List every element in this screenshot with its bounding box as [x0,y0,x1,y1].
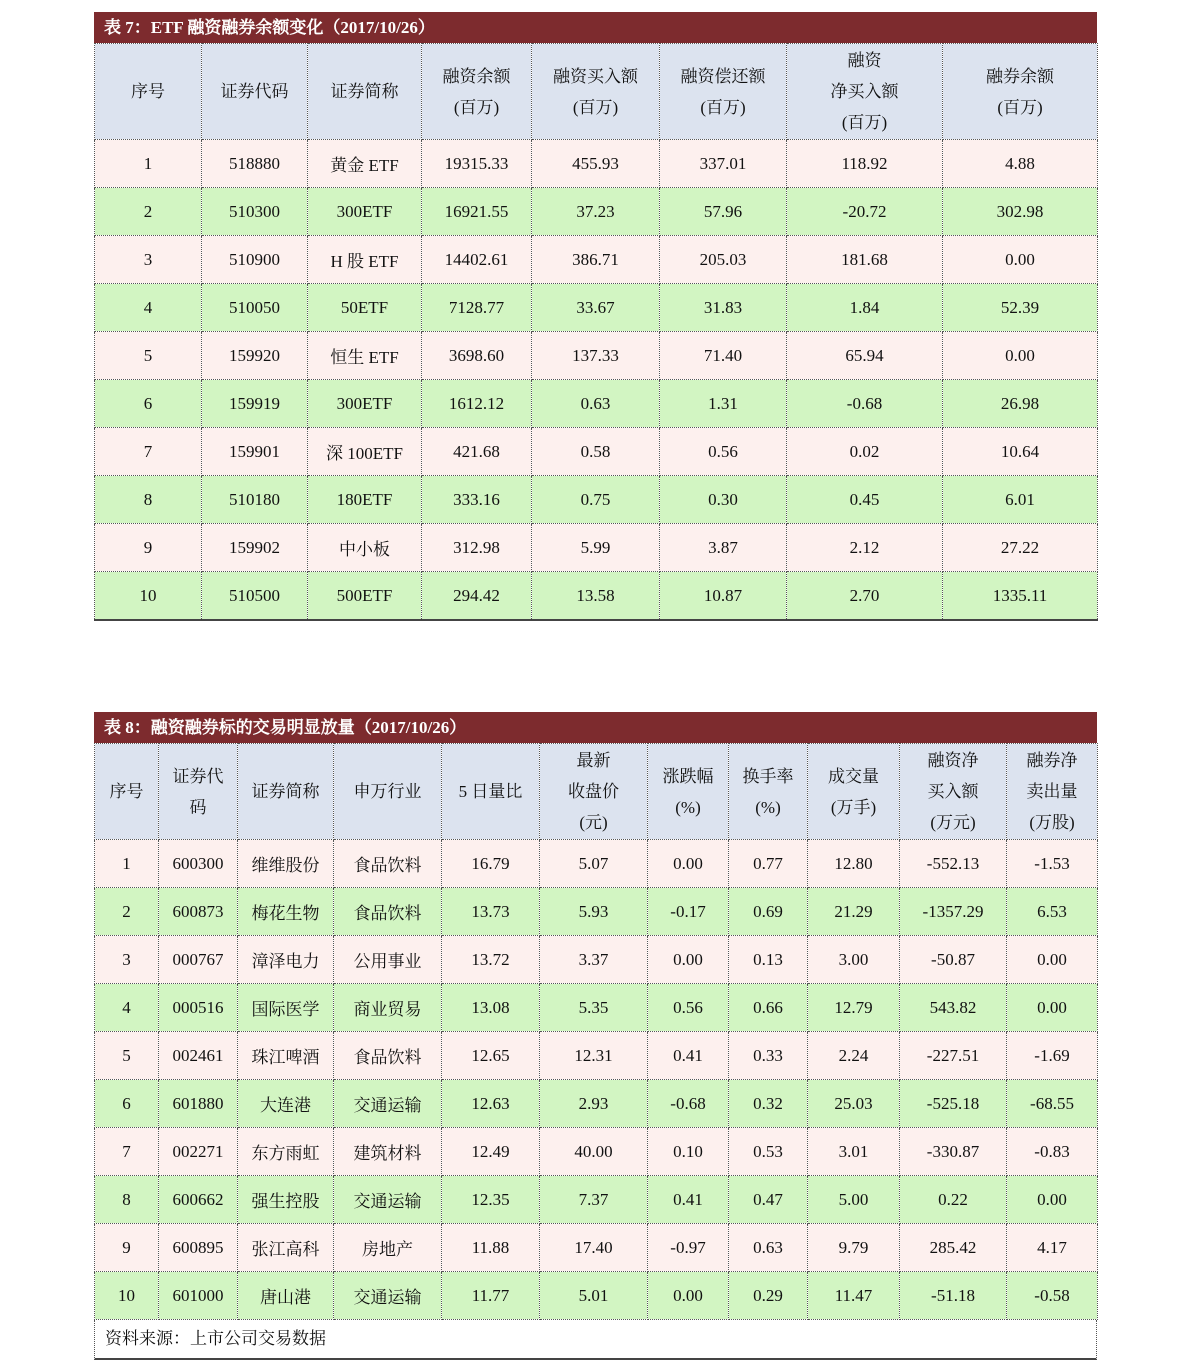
table-7-header-text: 融资 [847,51,882,70]
table-8-cell: 6.53 [1007,888,1098,936]
table-8-cell: -1.69 [1007,1032,1098,1080]
table-8-cell: 8 [95,1176,159,1224]
table-7-header-text: 证券简称 [330,82,399,101]
table-8-cell: 9 [95,1224,159,1272]
table-7-cell: 0.56 [660,428,787,476]
table-7-grid [94,43,1098,621]
table-8-cell: 12.80 [808,840,900,888]
table-8-cell: 7.37 [540,1176,648,1224]
table-8-header-text: 证券代 [172,766,224,786]
table-8-cell: 6 [95,1080,159,1128]
table-8 [94,712,1097,1360]
table-7-cell: H 股 ETF [308,236,422,284]
table-7 [94,12,1097,621]
table-7-row [95,188,1098,236]
table-8-cell: 0.69 [729,888,808,936]
table-7-row [95,236,1098,284]
table-7-cell: 1335.11 [943,572,1098,621]
table-8-cell: 3.00 [808,936,900,984]
table-7-cell: 8 [95,476,202,524]
table-8-cell: -68.55 [1007,1080,1098,1128]
table-7-header-cell [787,44,943,140]
table-8-header-text: 买入额 [927,782,979,801]
table-8-cell: 600873 [159,888,238,936]
table-8-header-text: 融券净 [1026,751,1078,770]
table-8-cell: 5 [95,1032,159,1080]
table-8-header-cell [238,744,334,840]
table-8-cell: 5.01 [540,1272,648,1320]
table-7-cell: 26.98 [943,380,1098,428]
table-8-header-text: (元) [579,813,608,832]
table-8-title: 表 8：融资融券标的交易明显放量（2017/10/26） [94,712,1097,743]
table-8-cell: 交通运输 [334,1080,442,1128]
table-7-header-text: 融券余额 [986,66,1054,86]
table-7-cell: 2 [95,188,202,236]
table-8-cell: 11.77 [442,1272,540,1320]
table-8-cell: 0.22 [900,1176,1007,1224]
table-7-cell: 71.40 [660,332,787,380]
table-7-cell: 5.99 [532,524,660,572]
table-8-row [95,1128,1098,1176]
table-7-cell: 300ETF [308,380,422,428]
table-8-cell: 4.17 [1007,1224,1098,1272]
table-8-cell: 0.32 [729,1080,808,1128]
table-8-cell: 16.79 [442,840,540,888]
table-7-cell: 52.39 [943,284,1098,332]
table-8-cell: 0.53 [729,1128,808,1176]
table-7-cell: 500ETF [308,572,422,621]
table-7-cell: 312.98 [422,524,532,572]
table-8-row [95,1176,1098,1224]
table-7-row [95,428,1098,476]
table-7-header-cell [943,44,1098,140]
table-8-header-cell [808,744,900,840]
table-7-cell: 7128.77 [422,284,532,332]
table-7-cell: 0.75 [532,476,660,524]
table-8-cell: 0.00 [1007,936,1098,984]
table-8-cell: 002461 [159,1032,238,1080]
table-8-cell: 东方雨虹 [238,1128,334,1176]
table-8-header-text: 申万行业 [353,782,422,801]
table-8-cell: 梅花生物 [238,888,334,936]
table-8-header-text: 融资净 [927,751,979,770]
table-8-cell: -330.87 [900,1128,1007,1176]
table-7-header-cell [422,44,532,140]
table-7-cell: 3698.60 [422,332,532,380]
table-8-header-cell [334,744,442,840]
table-8-cell: 0.41 [648,1176,729,1224]
table-8-cell: 0.63 [729,1224,808,1272]
table-7-cell: 19315.33 [422,140,532,188]
table-8-cell: -50.87 [900,936,1007,984]
table-7-header-text: 净买入额 [830,82,899,101]
table-8-header-text: 成交量 [828,766,879,786]
table-7-cell: 300ETF [308,188,422,236]
table-8-cell: 5.00 [808,1176,900,1224]
table-8-cell: 0.00 [1007,984,1098,1032]
table-7-cell: 0.02 [787,428,943,476]
table-7-cell: 14402.61 [422,236,532,284]
table-7-cell: 31.83 [660,284,787,332]
table-8-cell: 12.31 [540,1032,648,1080]
table-8-cell: 601880 [159,1080,238,1128]
table-8-cell: 600895 [159,1224,238,1272]
table-8-header-cell [540,744,648,840]
table-7-cell: 恒生 ETF [308,332,422,380]
table-8-cell: 13.73 [442,888,540,936]
table-7-cell: 333.16 [422,476,532,524]
table-8-cell: 13.72 [442,936,540,984]
table-7-title: 表 7：ETF 融资融券余额变化（2017/10/26） [94,12,1097,43]
table-7-header-text: 融资买入额 [553,66,638,86]
table-7-cell: 3.87 [660,524,787,572]
table-8-cell: 12.63 [442,1080,540,1128]
table-8-cell: 12.79 [808,984,900,1032]
table-8-header-text: 最新 [576,751,611,770]
table-8-cell: 5.35 [540,984,648,1032]
table-8-cell: 唐山港 [238,1272,334,1320]
table-8-cell: 0.41 [648,1032,729,1080]
table-7-header-text: (百万) [453,97,500,117]
table-7-cell: 159902 [202,524,308,572]
table-8-row [95,1032,1098,1080]
table-7-header-text: (百万) [700,97,746,117]
table-8-cell: 公用事业 [334,936,442,984]
table-8-cell: 0.56 [648,984,729,1032]
table-8-cell: 9.79 [808,1224,900,1272]
table-7-header-text: 证券代码 [220,82,289,101]
table-7-cell: 159919 [202,380,308,428]
table-8-header-cell [648,744,729,840]
table-7-cell: 3 [95,236,202,284]
table-7-cell: 10.64 [943,428,1098,476]
table-8-header-text: (万股) [1029,813,1075,832]
table-8-cell: 0.00 [648,1272,729,1320]
table-8-cell: -1.53 [1007,840,1098,888]
table-8-row [95,888,1098,936]
table-8-cell: 建筑材料 [334,1128,442,1176]
table-8-header-text: 序号 [109,782,144,801]
table-8-cell: 3.01 [808,1128,900,1176]
table-7-header-text: (百万) [997,97,1043,117]
table-8-cell: 000767 [159,936,238,984]
table-8-header-text: 换手率 [742,766,794,786]
table-8-cell: 食品饮料 [334,840,442,888]
table-7-cell: 2.70 [787,572,943,621]
table-8-cell: 珠江啤酒 [238,1032,334,1080]
table-7-cell: 50ETF [308,284,422,332]
table-8-cell: 000516 [159,984,238,1032]
table-8-header-text: 卖出量 [1026,782,1078,801]
table-8-cell: 601000 [159,1272,238,1320]
table-7-cell: 1612.12 [422,380,532,428]
table-8-cell: -0.58 [1007,1272,1098,1320]
table-7-header-text: (百万) [572,97,619,117]
table-8-cell: 0.66 [729,984,808,1032]
table-8-cell: 0.00 [648,936,729,984]
table-7-cell: 0.58 [532,428,660,476]
table-8-cell: 4 [95,984,159,1032]
table-7-header-text: 序号 [131,82,165,101]
table-8-cell: 3.37 [540,936,648,984]
table-7-cell: 57.96 [660,188,787,236]
table-7-cell: 27.22 [943,524,1098,572]
table-8-header-text: 5 日量比 [458,782,523,801]
table-7-cell: 510300 [202,188,308,236]
table-7-cell: 1.31 [660,380,787,428]
table-8-cell: 600300 [159,840,238,888]
table-7-cell: 16921.55 [422,188,532,236]
table-8-cell: 600662 [159,1176,238,1224]
table-8-header-cell [729,744,808,840]
table-8-cell: 13.08 [442,984,540,1032]
table-8-header-text: (万手) [830,797,877,817]
table-7-cell: 205.03 [660,236,787,284]
table-8-cell: 285.42 [900,1224,1007,1272]
table-7-cell: 337.01 [660,140,787,188]
table-8-cell: 商业贸易 [334,984,442,1032]
table-8-cell: 维维股份 [238,840,334,888]
table-8-cell: 食品饮料 [334,888,442,936]
table-8-cell: -51.18 [900,1272,1007,1320]
table-7-row [95,380,1098,428]
table-7-cell: 5 [95,332,202,380]
table-7-header-cell [532,44,660,140]
table-7-cell: 0.00 [943,332,1098,380]
table-8-cell: 12.49 [442,1128,540,1176]
table-7-header-cell [95,44,202,140]
table-8-header-text: 涨跌幅 [662,766,714,786]
table-8-cell: 25.03 [808,1080,900,1128]
table-7-cell: 4.88 [943,140,1098,188]
table-7-cell: 6.01 [943,476,1098,524]
table-8-header-cell [900,744,1007,840]
table-7-cell: 159920 [202,332,308,380]
table-8-header-row [95,744,1098,840]
table-7-cell: 1 [95,140,202,188]
table-8-cell: -552.13 [900,840,1007,888]
table-7-cell: 13.58 [532,572,660,621]
table-7-cell: 65.94 [787,332,943,380]
table-7-row [95,572,1098,621]
table-8-cell: 7 [95,1128,159,1176]
table-8-cell: -0.97 [648,1224,729,1272]
table-7-header-cell [308,44,422,140]
table-7-cell: 0.30 [660,476,787,524]
table-8-cell: 交通运输 [334,1272,442,1320]
table-8-row [95,840,1098,888]
table-7-cell: 0.63 [532,380,660,428]
table-7-cell: 510900 [202,236,308,284]
table-7-cell: 510500 [202,572,308,621]
table-8-cell: 0.13 [729,936,808,984]
table-8-cell: 0.00 [648,840,729,888]
table-8-header-text: (万元) [930,813,976,832]
table-7-cell: 0.00 [943,236,1098,284]
table-7-cell: 302.98 [943,188,1098,236]
table-7-cell: 37.23 [532,188,660,236]
table-7-header-cell [660,44,787,140]
table-8-cell: 0.33 [729,1032,808,1080]
table-7-cell: 深 100ETF [308,428,422,476]
table-7-cell: 180ETF [308,476,422,524]
table-7-cell: 510180 [202,476,308,524]
table-8-cell: -0.68 [648,1080,729,1128]
table-8-cell: 12.35 [442,1176,540,1224]
table-7-cell: 1.84 [787,284,943,332]
table-7-cell: 294.42 [422,572,532,621]
table-7-cell: 6 [95,380,202,428]
table-7-cell: -0.68 [787,380,943,428]
table-7-header-text: 融资偿还额 [680,66,766,86]
table-8-cell: 21.29 [808,888,900,936]
table-8-cell: 002271 [159,1128,238,1176]
table-8-cell: -227.51 [900,1032,1007,1080]
table-8-cell: 房地产 [334,1224,442,1272]
table-8-header-text: 码 [189,797,207,817]
table-8-cell: 5.93 [540,888,648,936]
table-8-row [95,936,1098,984]
table-8-cell: 17.40 [540,1224,648,1272]
table-7-cell: 4 [95,284,202,332]
table-7-cell: 386.71 [532,236,660,284]
table-7-cell: 518880 [202,140,308,188]
table-8-cell: 0.10 [648,1128,729,1176]
table-8-cell: 40.00 [540,1128,648,1176]
table-7-cell: 118.92 [787,140,943,188]
table-8-cell: 交通运输 [334,1176,442,1224]
table-8-cell: 0.29 [729,1272,808,1320]
table-8-row [95,1224,1098,1272]
table-7-row [95,332,1098,380]
table-8-header-text: 收盘价 [568,782,619,801]
table-8-row [95,1272,1098,1320]
table-8-cell: 0.77 [729,840,808,888]
table-7-cell: 0.45 [787,476,943,524]
table-7-cell: 33.67 [532,284,660,332]
table-8-cell: 0.00 [1007,1176,1098,1224]
table-8-cell: -525.18 [900,1080,1007,1128]
table-7-cell: 中小板 [308,524,422,572]
table-8-cell: 2.24 [808,1032,900,1080]
table-7-header-cell [202,44,308,140]
table-8-cell: 10 [95,1272,159,1320]
table-8-header-cell [95,744,159,840]
table-8-cell: 11.47 [808,1272,900,1320]
table-7-cell: 10.87 [660,572,787,621]
table-7-row [95,140,1098,188]
table-8-cell: 食品饮料 [334,1032,442,1080]
table-8-cell: 大连港 [238,1080,334,1128]
table-7-cell: 黄金 ETF [308,140,422,188]
table-8-header-cell [159,744,238,840]
table-7-row [95,476,1098,524]
table-7-header-text: 融资余额 [442,66,511,86]
table-8-header-cell [442,744,540,840]
table-7-cell: 455.93 [532,140,660,188]
table-8-cell: -1357.29 [900,888,1007,936]
table-7-cell: 7 [95,428,202,476]
table-8-cell: 2.93 [540,1080,648,1128]
source-note: 资料来源：上市公司交易数据 [94,1320,1097,1360]
table-8-grid [94,743,1098,1320]
table-7-row [95,284,1098,332]
table-8-cell: 漳泽电力 [238,936,334,984]
table-8-cell: 11.88 [442,1224,540,1272]
table-8-row [95,984,1098,1032]
table-7-cell: -20.72 [787,188,943,236]
table-8-header-text: (%) [675,797,701,817]
table-8-cell: 543.82 [900,984,1007,1032]
table-7-cell: 2.12 [787,524,943,572]
table-8-header-text: (%) [755,797,781,817]
table-8-header-text: 证券简称 [251,782,320,801]
table-7-header-row [95,44,1098,140]
table-7-cell: 159901 [202,428,308,476]
table-8-cell: 0.47 [729,1176,808,1224]
table-8-cell: 1 [95,840,159,888]
table-7-row [95,524,1098,572]
table-7-cell: 10 [95,572,202,621]
table-8-row [95,1080,1098,1128]
table-8-header-cell [1007,744,1098,840]
table-7-header-text: (百万) [841,113,888,132]
table-8-cell: 12.65 [442,1032,540,1080]
table-8-cell: 2 [95,888,159,936]
table-7-cell: 510050 [202,284,308,332]
table-8-cell: -0.17 [648,888,729,936]
table-7-cell: 181.68 [787,236,943,284]
table-8-cell: 5.07 [540,840,648,888]
table-8-cell: 张江高科 [238,1224,334,1272]
table-8-cell: 国际医学 [238,984,334,1032]
table-8-cell: 强生控股 [238,1176,334,1224]
table-8-cell: -0.83 [1007,1128,1098,1176]
table-8-cell: 3 [95,936,159,984]
table-7-cell: 137.33 [532,332,660,380]
table-7-cell: 9 [95,524,202,572]
table-7-cell: 421.68 [422,428,532,476]
